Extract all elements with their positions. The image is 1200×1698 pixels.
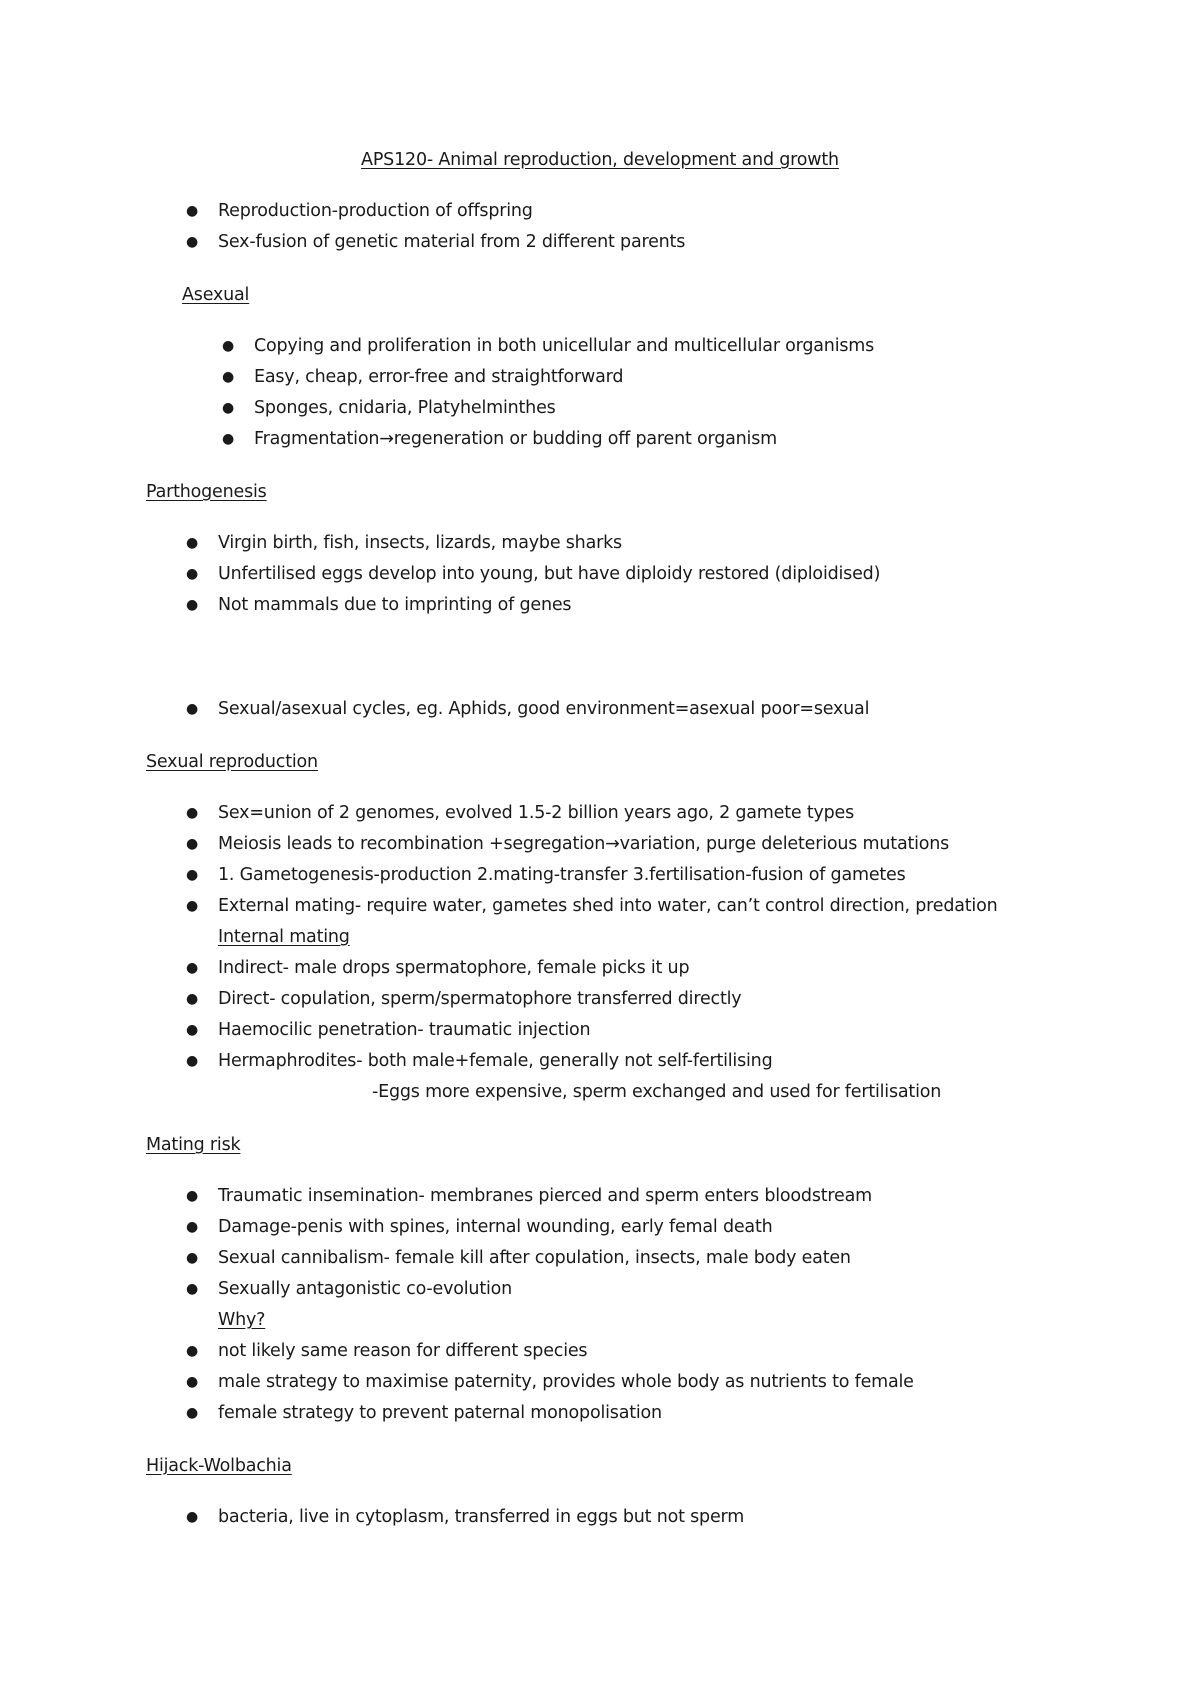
bullet-icon: ● — [186, 991, 199, 1007]
bullet-icon: ● — [186, 1374, 199, 1390]
bullet-icon: ● — [186, 1405, 199, 1421]
bullet-icon: ● — [186, 566, 199, 582]
list-item: External mating- require water, gametes shed into water, can’t control direction, predation — [218, 896, 998, 916]
list-item: Copying and proliferation in both unicellular and multicellular organisms — [254, 336, 875, 356]
list-item: male strategy to maximise paternity, provides whole body as nutrients to female — [218, 1372, 914, 1392]
bullet-icon: ● — [186, 867, 199, 883]
intro-item: Sex-fusion of genetic material from 2 different parents — [218, 232, 686, 252]
page-title: APS120- Animal reproduction, development and growth — [361, 150, 839, 170]
bullet-icon: ● — [186, 1219, 199, 1235]
section-heading-parthogenesis: Parthogenesis — [146, 482, 267, 502]
bullet-icon: ● — [186, 898, 199, 914]
list-item: Sexual/asexual cycles, eg. Aphids, good environment=asexual poor=sexual — [218, 699, 870, 719]
indented-note: -Eggs more expensive, sperm exchanged and used for fertilisation — [372, 1082, 942, 1102]
sub-heading-internal-mating: Internal mating — [218, 927, 350, 947]
bullet-icon: ● — [186, 535, 199, 551]
bullet-icon: ● — [186, 960, 199, 976]
list-item: Not mammals due to imprinting of genes — [218, 595, 572, 615]
list-item: Meiosis leads to recombination +segregation→variation, purge deleterious mutations — [218, 834, 950, 854]
bullet-icon: ● — [186, 805, 199, 821]
list-item: Hermaphrodites- both male+female, generally not self-fertilising — [218, 1051, 773, 1071]
bullet-icon: ● — [186, 1188, 199, 1204]
list-item: Fragmentation→regeneration or budding off parent organism — [254, 429, 777, 449]
bullet-icon: ● — [222, 400, 235, 416]
bullet-icon: ● — [186, 1509, 199, 1525]
bullet-icon: ● — [186, 701, 199, 717]
list-item: Traumatic insemination- membranes pierced and sperm enters bloodstream — [218, 1186, 872, 1206]
list-item: not likely same reason for different species — [218, 1341, 588, 1361]
bullet-icon: ● — [186, 597, 199, 613]
list-item: Indirect- male drops spermatophore, female picks it up — [218, 958, 690, 978]
section-heading-mating-risk: Mating risk — [146, 1135, 241, 1155]
bullet-icon: ● — [186, 1343, 199, 1359]
bullet-icon: ● — [186, 836, 199, 852]
list-item: Easy, cheap, error-free and straightforward — [254, 367, 624, 387]
bullet-icon: ● — [186, 1022, 199, 1038]
section-heading-sexual-reproduction: Sexual reproduction — [146, 752, 318, 772]
list-item: Virgin birth, fish, insects, lizards, maybe sharks — [218, 533, 622, 553]
list-item: Sexual cannibalism- female kill after copulation, insects, male body eaten — [218, 1248, 851, 1268]
intro-item: Reproduction-production of offspring — [218, 201, 533, 221]
list-item: Sponges, cnidaria, Platyhelminthes — [254, 398, 556, 418]
bullet-icon: ● — [186, 1053, 199, 1069]
list-item: Sexually antagonistic co-evolution — [218, 1279, 513, 1299]
sub-heading-why: Why? — [218, 1310, 266, 1330]
bullet-icon: ● — [186, 1250, 199, 1266]
bullet-icon: ● — [222, 338, 235, 354]
list-item: Haemocilic penetration- traumatic injection — [218, 1020, 591, 1040]
list-item: Direct- copulation, sperm/spermatophore transferred directly — [218, 989, 742, 1009]
list-item: Unfertilised eggs develop into young, but have diploidy restored (diploidised) — [218, 564, 881, 584]
list-item: bacteria, live in cytoplasm, transferred in eggs but not sperm — [218, 1507, 745, 1527]
list-item: 1. Gametogenesis-production 2.mating-transfer 3.fertilisation-fusion of gametes — [218, 865, 906, 885]
section-heading-hijack-wolbachia: Hijack-Wolbachia — [146, 1456, 292, 1476]
bullet-icon: ● — [186, 234, 199, 250]
bullet-icon: ● — [186, 1281, 199, 1297]
bullet-icon: ● — [222, 431, 235, 447]
list-item: female strategy to prevent paternal monopolisation — [218, 1403, 662, 1423]
section-heading-asexual: Asexual — [182, 285, 250, 305]
bullet-icon: ● — [186, 203, 199, 219]
bullet-icon: ● — [222, 369, 235, 385]
list-item: Sex=union of 2 genomes, evolved 1.5-2 billion years ago, 2 gamete types — [218, 803, 855, 823]
list-item: Damage-penis with spines, internal wounding, early femal death — [218, 1217, 773, 1237]
